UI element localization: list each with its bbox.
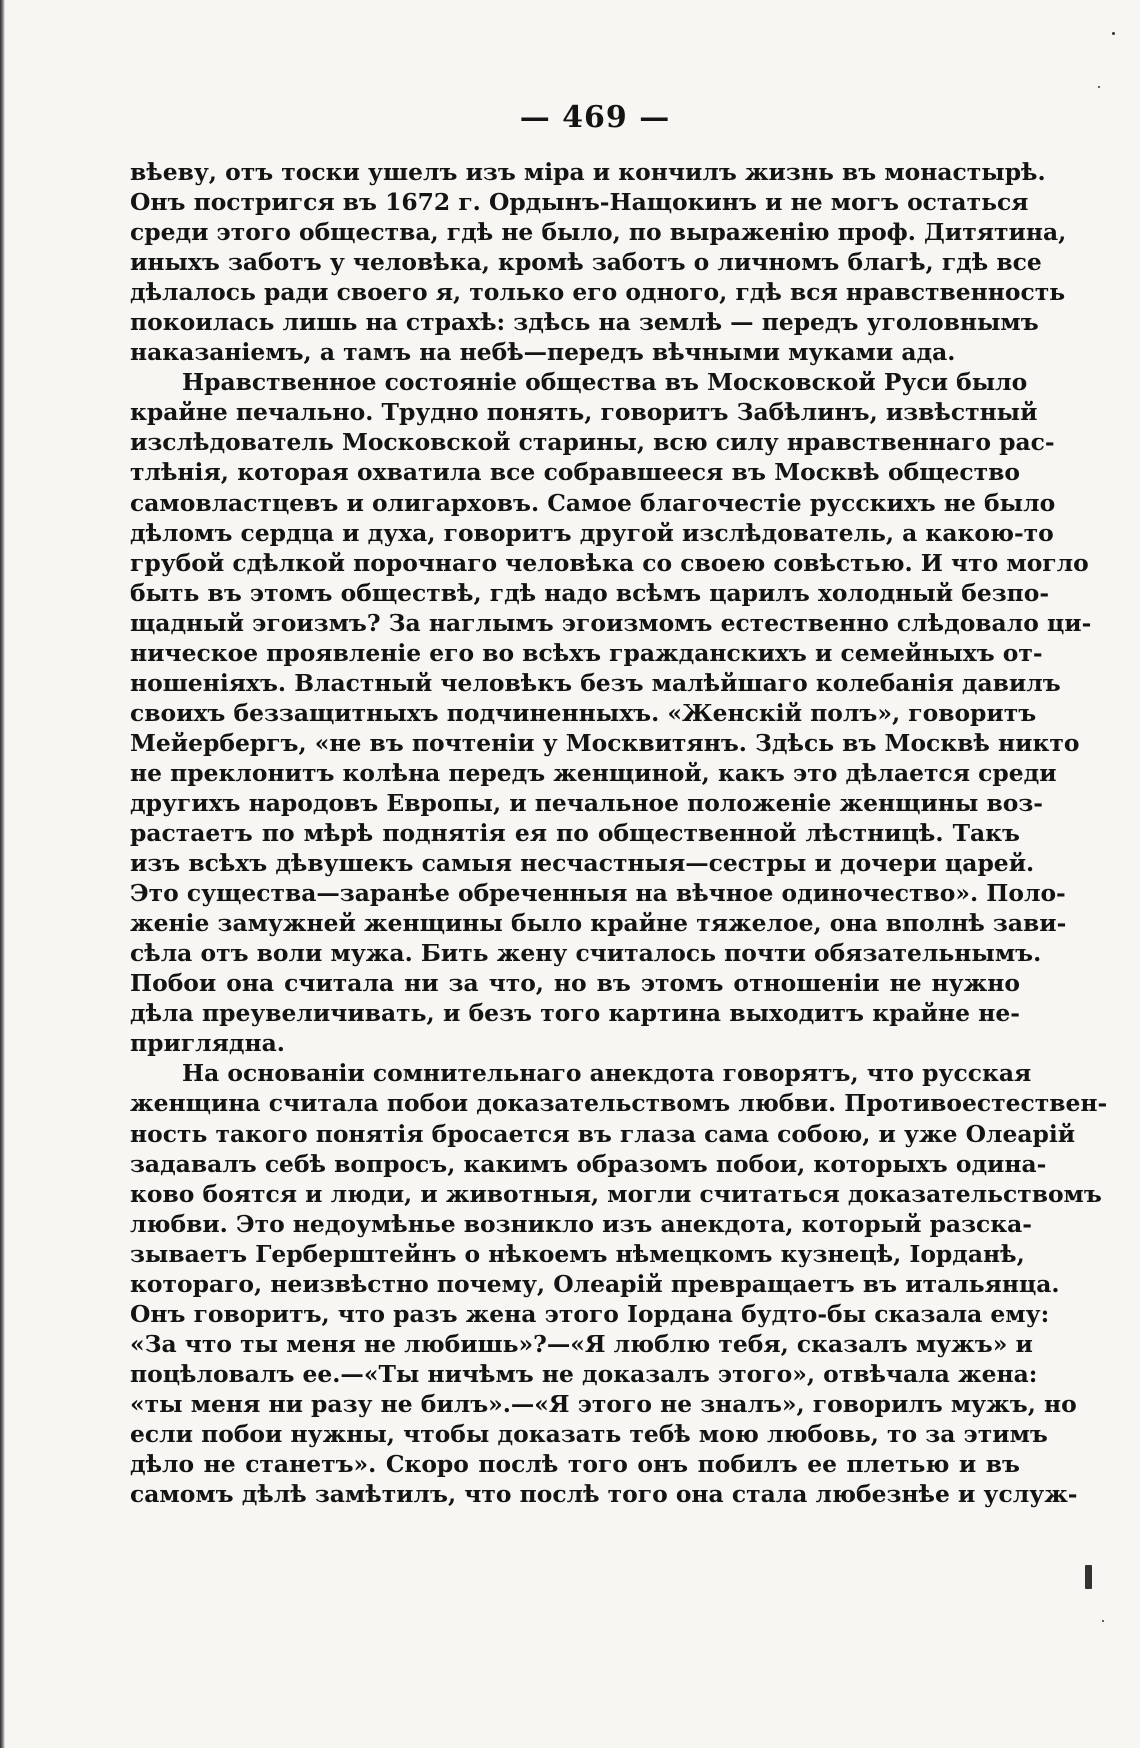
book-page [130,100,1108,1509]
text-line: если побои нужны, чтобы доказать тебѣ мою любовь, то за этимъ [130,1419,1048,1448]
text-line: поцѣловалъ ее.—«Ты ничѣмъ не доказалъ этого», отвѣчала жена: [130,1359,1038,1388]
scan-speck [1112,32,1115,35]
scan-speck [1098,86,1100,88]
paragraph [130,367,1092,1058]
scan-speck [1085,1565,1092,1589]
text-line: дѣло не станетъ». Скоро послѣ того онъ побилъ ее плетью и въ [130,1450,1020,1479]
text-line: ническое проявленіе его во всѣхъ гражданскихъ и семейныхъ от- [130,638,1043,667]
text-line: Мейербергъ, «не въ почтеніи у Москвитянъ. Здѣсь въ Москвѣ никто [130,728,1080,757]
text-line: зываетъ Герберштейнъ о нѣкоемъ нѣмецкомъ кузнецѣ, Іорданѣ, [130,1239,1025,1268]
paragraph [130,157,1067,367]
text-body [130,157,1108,1509]
text-line: самомъ дѣлѣ замѣтилъ, что послѣ того она стала любезнѣе и услуж- [130,1480,1078,1509]
text-line: женіе замужней женщины было крайне тяжелое, она вполнѣ зави- [130,909,1067,938]
text-line: иныхъ заботъ у человѣка, кромѣ заботъ о личномъ благѣ, гдѣ все [130,248,1042,277]
text-line: среди этого общества, гдѣ не было, по выраженію проф. Дитятина, [130,218,1067,247]
text-line: На основаніи сомнительнаго анекдота говорятъ, что русская [182,1059,1032,1088]
text-line: любви. Это недоумѣнье возникло изъ анекдота, который разска- [130,1209,1033,1238]
page-number: — 469 — [519,100,671,135]
text-line: другихъ народовъ Европы, и печальное положеніе женщины воз- [130,788,1043,817]
text-line: не преклонитъ колѣна передъ женщиной, какъ это дѣлается среди [130,758,1057,787]
text-line: задавалъ себѣ вопросъ, какимъ образомъ побои, которыхъ одина- [130,1149,1047,1178]
scan-speck [1102,1620,1104,1622]
text-line: приглядна. [130,1029,285,1058]
text-line: щадный эгоизмъ? За наглымъ эгоизмомъ естественно слѣдовало ци- [130,608,1092,637]
text-line: «За что ты меня не любишь»?—«Я люблю тебя, сказалъ мужъ» и [130,1329,1033,1358]
text-line: дѣла преувеличивать, и безъ того картина выходитъ крайне не- [130,999,1020,1028]
text-line: ношеніяхъ. Властный человѣкъ безъ малѣйшаго колебанія давилъ [130,668,1061,697]
text-line: дѣломъ сердца и духа, говоритъ другой изслѣдователь, а какою-то [130,518,1054,547]
scan-edge [0,0,5,1748]
text-line: наказаніемъ, а тамъ на небѣ—передъ вѣчными муками ада. [130,338,956,367]
text-line: Нравственное состояніе общества въ Московской Руси было [182,368,1028,397]
text-line: «ты меня ни разу не билъ».—«Я этого не зналъ», говорилъ мужъ, но [130,1389,1077,1418]
text-line: изъ всѣхъ дѣвушекъ самыя несчастныя—сестры и дочери царей. [130,849,1035,878]
text-line: сѣла отъ воли мужа. Бить жену считалось почти обязательнымъ. [130,939,1042,968]
text-line: вѣеву, отъ тоски ушелъ изъ міра и кончилъ жизнь въ монастырѣ. [130,158,1046,186]
text-line: грубой сдѣлкой порочнаго человѣка со своею совѣстью. И что могло [130,548,1089,577]
text-line: женщина считала побои доказательствомъ любви. Противоестествен- [130,1089,1108,1118]
text-line: дѣлалось ради своего я, только его одного, гдѣ вся нравственность [130,278,1066,307]
text-line: быть въ этомъ обществѣ, гдѣ надо всѣмъ царилъ холодный безпо- [130,578,1050,607]
text-line: ность такого понятія бросается въ глаза сама собою, и уже Олеарій [130,1119,1076,1148]
paragraph [130,1058,1108,1509]
text-line: котораго, неизвѣстно почему, Олеарій превращаетъ въ итальянца. [130,1269,1060,1298]
text-line: самовластцевъ и олигарховъ. Самое благочестіе русскихъ не было [130,488,1056,517]
text-line: Это существа—заранѣе обреченныя на вѣчное одиночество». Поло- [130,879,1066,908]
text-line: ково боятся и люди, и животныя, могли считаться доказательствомъ [130,1179,1102,1208]
text-line: своихъ беззащитныхъ подчиненныхъ. «Женскій полъ», говоритъ [130,698,1037,727]
text-line: Онъ постригся въ 1672 г. Ордынъ-Нащокинъ и не могъ остаться [130,188,1029,217]
text-line: Побои она считала ни за что, но въ этомъ отношеніи не нужно [130,969,1020,998]
text-line: крайне печально. Трудно понять, говоритъ Забѣлинъ, извѣстный [130,398,1038,427]
text-line: изслѣдователь Московской старины, всю силу нравственнаго рас- [130,428,1055,457]
text-line: тлѣнія, которая охватила все собравшееся въ Москвѣ общество [130,458,1020,487]
text-line: покоилась лишь на страхѣ: здѣсь на землѣ — передъ уголовнымъ [130,308,1039,337]
text-line: Онъ говоритъ, что разъ жена этого Іордана будто-бы сказала ему: [130,1299,1050,1328]
text-line: растаетъ по мѣрѣ поднятія ея по общественной лѣстницѣ. Такъ [130,819,1020,848]
